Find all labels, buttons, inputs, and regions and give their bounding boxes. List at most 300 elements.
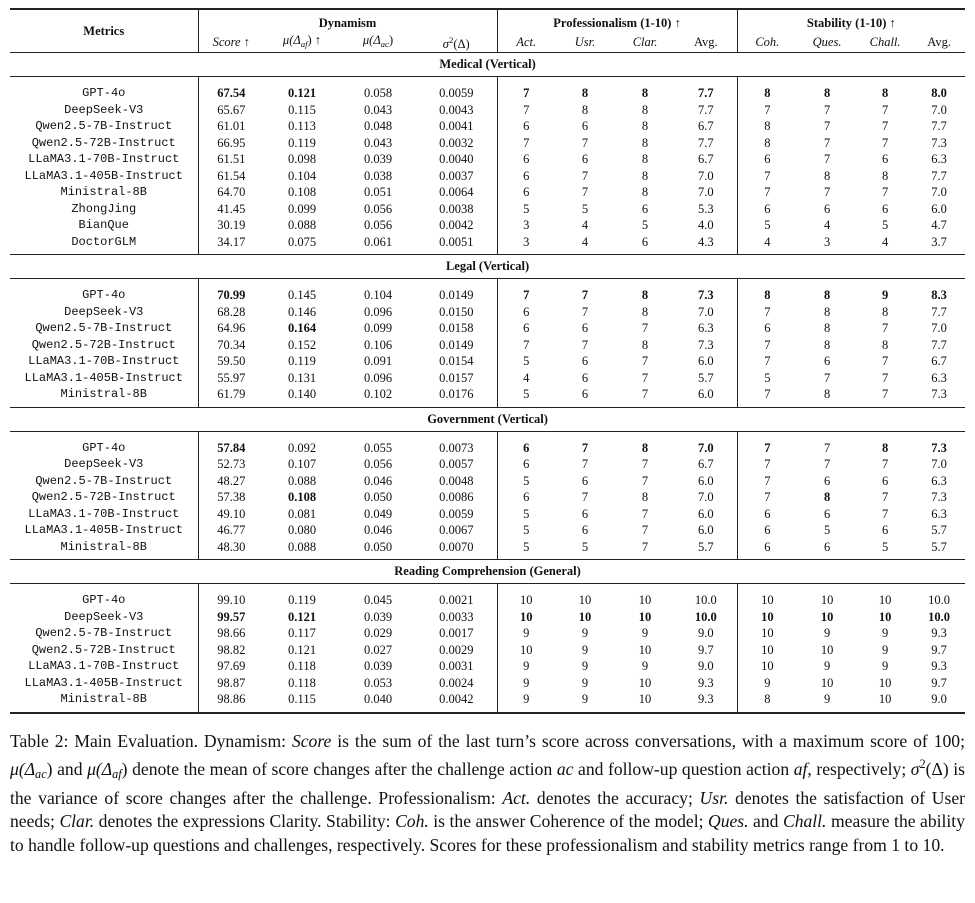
cell-variance: 0.0070 — [439, 539, 474, 554]
cell-score: 67.54 — [198, 85, 264, 102]
cell-ques: 10 — [820, 642, 834, 657]
cell-clar: 10 — [638, 593, 652, 608]
cell-mu-ac: 0.051 — [363, 185, 393, 200]
cell-mu-af: 0.107 — [287, 457, 317, 472]
cell-coh: 5 — [737, 370, 797, 387]
cell-coh: 6 — [737, 506, 797, 523]
cell-chall: 7 — [881, 135, 889, 150]
cell-coh: 10 — [737, 658, 797, 675]
cell-stab-avg: 3.7 — [931, 234, 947, 249]
cell-ques: 10 — [820, 675, 834, 690]
cell-model: Ministral-8B — [60, 387, 147, 402]
cell-prof-avg: 9.7 — [697, 642, 714, 657]
cell-usr: 6 — [581, 321, 589, 336]
cell-prof-avg: 7.7 — [697, 86, 714, 101]
cell-clar: 8 — [641, 152, 649, 167]
cell-ques: 5 — [823, 523, 831, 538]
cell-act: 7 — [497, 135, 555, 152]
cell-coh: 7 — [737, 168, 797, 185]
cell-score: 48.27 — [198, 473, 264, 490]
cell-variance: 0.0064 — [439, 185, 474, 200]
cell-stab-avg: 9.3 — [931, 626, 947, 641]
cell-coh: 9 — [737, 675, 797, 692]
cell-chall: 10 — [878, 593, 892, 608]
table-row — [10, 135, 965, 152]
cell-model: DeepSeek-V3 — [64, 304, 144, 319]
cell-mu-af: 0.118 — [288, 659, 316, 674]
cell-mu-ac: 0.049 — [363, 506, 393, 521]
cell-mu-af: 0.119 — [288, 135, 316, 150]
cell-mu-af: 0.121 — [287, 642, 317, 657]
cell-ques: 7 — [823, 457, 831, 472]
cell-clar: 9 — [641, 659, 649, 674]
cell-mu-ac: 0.027 — [363, 642, 393, 657]
cell-model: Qwen2.5-72B-Instruct — [31, 642, 176, 657]
cell-stab-avg: 7.0 — [931, 185, 947, 200]
cell-prof-avg: 6.7 — [697, 152, 714, 167]
cell-clar: 8 — [641, 135, 649, 150]
cell-chall: 10 — [878, 609, 892, 624]
cell-variance: 0.0042 — [439, 692, 474, 707]
cell-mu-ac: 0.091 — [363, 354, 393, 369]
cell-usr: 10 — [578, 609, 592, 624]
cell-score: 68.28 — [198, 304, 264, 321]
cell-act: 7 — [497, 337, 555, 354]
cell-model: GPT-4o — [82, 593, 126, 608]
col-coh: Coh. — [737, 32, 797, 53]
cell-score: 52.73 — [198, 456, 264, 473]
cell-mu-ac: 0.096 — [363, 304, 393, 319]
cell-variance: 0.0041 — [439, 119, 474, 134]
cell-usr: 7 — [581, 135, 589, 150]
cell-prof-avg: 7.3 — [697, 337, 714, 352]
cell-ques: 6 — [823, 354, 831, 369]
cell-mu-af: 0.115 — [288, 102, 316, 117]
cell-ques: 7 — [823, 440, 831, 455]
cell-coh: 6 — [737, 201, 797, 218]
cell-model: LLaMA3.1-70B-Instruct — [28, 152, 180, 167]
section-title: Government (Vertical) — [10, 407, 965, 431]
cell-prof-avg: 7.0 — [697, 304, 714, 319]
cell-ques: 9 — [823, 692, 831, 707]
table-caption: Table 2: Main Evaluation. Dynamism: Score is the sum of the last turn’s score across conversations, with a maximum score of 100; μ(Δac) and μ(Δaf) denote the mean of score changes after the challenge action ac and follow-up question action af, respectively; $\sigma^2(\Delta)$ is the variance of score changes after the challenge. Professionalism: Act. denotes the accuracy; Usr. denotes the satisfaction of User needs; Clar. denotes the expressions Clarity. Stability: Coh. is the answer Coherence of the model; Ques. and Chall. measure the ability to handle follow-up questions and challenges, respectively. Scores for these professionalism and stability metrics range from 1 to 10. — [10, 730, 966, 855]
cell-mu-af: 0.121 — [287, 86, 317, 101]
cell-chall: 6 — [881, 523, 889, 538]
table-row — [10, 102, 965, 119]
cell-mu-af: 0.119 — [288, 354, 316, 369]
cell-prof-avg: 5.7 — [697, 370, 714, 385]
cell-model: Qwen2.5-7B-Instruct — [35, 321, 173, 336]
cell-mu-af: 0.119 — [288, 593, 316, 608]
cell-clar: 10 — [638, 692, 652, 707]
cell-chall: 8 — [881, 304, 889, 319]
cell-mu-ac: 0.053 — [363, 675, 393, 690]
cell-chall: 6 — [881, 152, 889, 167]
cell-act: 6 — [497, 304, 555, 321]
cell-prof-avg: 4.0 — [697, 218, 714, 233]
cell-mu-ac: 0.058 — [363, 86, 393, 101]
cell-stab-avg: 10.0 — [928, 609, 951, 624]
cell-act: 5 — [497, 201, 555, 218]
cell-chall: 7 — [881, 370, 889, 385]
cell-usr: 8 — [581, 102, 589, 117]
cell-prof-avg: 7.7 — [697, 102, 714, 117]
cell-coh: 8 — [737, 85, 797, 102]
cell-variance: 0.0031 — [439, 659, 474, 674]
cell-variance: 0.0024 — [439, 675, 474, 690]
cell-model: LLaMA3.1-70B-Instruct — [28, 506, 180, 521]
cell-coh: 7 — [737, 353, 797, 370]
cell-score: 57.38 — [198, 489, 264, 506]
table-row — [10, 592, 965, 609]
cell-variance: 0.0029 — [439, 642, 474, 657]
cell-usr: 8 — [581, 86, 589, 101]
cell-mu-ac: 0.045 — [363, 593, 393, 608]
cell-mu-af: 0.092 — [287, 440, 317, 455]
col-usr: Usr. — [574, 34, 596, 49]
cell-variance: 0.0051 — [439, 234, 474, 249]
cell-model: GPT-4o — [82, 440, 126, 455]
cell-prof-avg: 6.0 — [697, 473, 714, 488]
cell-coh: 7 — [737, 440, 797, 457]
cell-chall: 7 — [881, 185, 889, 200]
cell-act: 7 — [497, 85, 555, 102]
cell-usr: 10 — [578, 593, 592, 608]
cell-clar: 10 — [638, 675, 652, 690]
table-row — [10, 287, 965, 304]
cell-score: 98.66 — [198, 625, 264, 642]
table-row — [10, 118, 965, 135]
cell-ques: 8 — [823, 86, 831, 101]
cell-score: 64.96 — [198, 320, 264, 337]
cell-mu-af: 0.088 — [287, 539, 317, 554]
cell-stab-avg: 9.0 — [931, 692, 947, 707]
cell-clar: 8 — [641, 119, 649, 134]
cell-clar: 8 — [641, 102, 649, 117]
cell-mu-ac: 0.043 — [363, 135, 393, 150]
cell-coh: 7 — [737, 102, 797, 119]
cell-coh: 6 — [737, 522, 797, 539]
cell-score: 57.84 — [198, 440, 264, 457]
cell-prof-avg: 7.3 — [697, 288, 714, 303]
cell-act: 6 — [497, 440, 555, 457]
cell-prof-avg: 9.0 — [697, 659, 714, 674]
cell-mu-ac: 0.046 — [363, 523, 393, 538]
cell-chall: 7 — [881, 457, 889, 472]
cell-model: Qwen2.5-7B-Instruct — [35, 119, 173, 134]
cell-stab-avg: 7.7 — [931, 337, 947, 352]
cell-prof-avg: 9.3 — [697, 692, 714, 707]
cell-stab-avg: 6.3 — [931, 473, 947, 488]
table-row — [10, 522, 965, 539]
cell-act: 10 — [497, 642, 555, 659]
cell-ques: 6 — [823, 473, 831, 488]
cell-ques: 7 — [823, 370, 831, 385]
cell-act: 6 — [497, 489, 555, 506]
table-row — [10, 370, 965, 387]
cell-score: 49.10 — [198, 506, 264, 523]
cell-act: 9 — [497, 658, 555, 675]
cell-stab-avg: 7.7 — [931, 168, 947, 183]
stability-header: Stability (1-10) ↑ — [737, 9, 965, 32]
cell-variance: 0.0048 — [439, 473, 474, 488]
cell-stab-avg: 7.0 — [931, 321, 947, 336]
cell-mu-af: 0.118 — [288, 675, 316, 690]
cell-act: 5 — [497, 353, 555, 370]
cell-variance: 0.0037 — [439, 168, 474, 183]
cell-act: 7 — [497, 287, 555, 304]
cell-stab-avg: 8.3 — [931, 288, 947, 303]
cell-act: 5 — [497, 539, 555, 556]
cell-usr: 7 — [581, 440, 589, 455]
cell-chall: 7 — [881, 354, 889, 369]
cell-mu-af: 0.098 — [287, 152, 317, 167]
cell-ques: 8 — [823, 304, 831, 319]
cell-usr: 7 — [581, 337, 589, 352]
cell-score: 61.01 — [198, 118, 264, 135]
cell-model: GPT-4o — [82, 86, 126, 101]
cell-chall: 7 — [881, 490, 889, 505]
cell-chall: 8 — [881, 337, 889, 352]
cell-coh: 8 — [737, 287, 797, 304]
cell-clar: 8 — [641, 288, 649, 303]
col-chall: Chall. — [869, 34, 901, 49]
section-title: Reading Comprehension (General) — [10, 560, 965, 584]
cell-mu-ac: 0.104 — [363, 288, 393, 303]
cell-prof-avg: 10.0 — [694, 593, 717, 608]
cell-mu-ac: 0.061 — [363, 234, 393, 249]
cell-mu-ac: 0.046 — [363, 473, 393, 488]
cell-model: DeepSeek-V3 — [64, 609, 144, 624]
cell-model: GPT-4o — [82, 288, 126, 303]
cell-coh: 7 — [737, 489, 797, 506]
section-title: Legal (Vertical) — [10, 255, 965, 279]
cell-prof-avg: 4.3 — [697, 234, 714, 249]
cell-ques: 6 — [823, 539, 831, 554]
cell-mu-af: 0.146 — [287, 304, 317, 319]
cell-mu-af: 0.080 — [287, 523, 317, 538]
cell-clar: 9 — [641, 626, 649, 641]
cell-coh: 7 — [737, 304, 797, 321]
cell-variance: 0.0158 — [439, 321, 474, 336]
cell-usr: 7 — [581, 304, 589, 319]
cell-stab-avg: 7.3 — [931, 135, 947, 150]
table-row — [10, 625, 965, 642]
cell-variance: 0.0176 — [439, 387, 474, 402]
cell-mu-ac: 0.102 — [363, 387, 393, 402]
cell-mu-ac: 0.040 — [363, 692, 393, 707]
cell-stab-avg: 8.0 — [931, 86, 947, 101]
cell-mu-ac: 0.056 — [363, 201, 393, 216]
cell-chall: 7 — [881, 387, 889, 402]
cell-model: DoctorGLM — [71, 234, 137, 249]
cell-act: 9 — [497, 675, 555, 692]
cell-stab-avg: 4.7 — [931, 218, 947, 233]
cell-coh: 8 — [737, 118, 797, 135]
paper-page — [10, 8, 965, 857]
cell-mu-ac: 0.050 — [363, 539, 393, 554]
cell-ques: 10 — [820, 609, 834, 624]
cell-stab-avg: 7.3 — [931, 440, 947, 455]
cell-clar: 7 — [641, 321, 649, 336]
cell-clar: 6 — [641, 234, 649, 249]
table-row — [10, 184, 965, 201]
cell-act: 6 — [497, 118, 555, 135]
cell-score: 98.82 — [198, 642, 264, 659]
cell-usr: 7 — [581, 185, 589, 200]
cell-coh: 7 — [737, 337, 797, 354]
cell-variance: 0.0017 — [439, 626, 474, 641]
table-row — [10, 506, 965, 523]
cell-variance: 0.0149 — [439, 337, 474, 352]
cell-usr: 9 — [581, 659, 589, 674]
cell-clar: 7 — [641, 523, 649, 538]
cell-ques: 8 — [823, 490, 831, 505]
cell-ques: 8 — [823, 321, 831, 336]
cell-stab-avg: 10.0 — [928, 593, 951, 608]
cell-coh: 7 — [737, 184, 797, 201]
cell-usr: 7 — [581, 457, 589, 472]
cell-act: 9 — [497, 625, 555, 642]
cell-clar: 6 — [641, 201, 649, 216]
cell-variance: 0.0021 — [439, 593, 474, 608]
cell-clar: 10 — [638, 609, 652, 624]
cell-coh: 8 — [737, 135, 797, 152]
cell-model: LLaMA3.1-70B-Instruct — [28, 354, 180, 369]
cell-score: 65.67 — [198, 102, 264, 119]
cell-model: Qwen2.5-7B-Instruct — [35, 626, 173, 641]
cell-model: LLaMA3.1-70B-Instruct — [28, 659, 180, 674]
cell-usr: 7 — [581, 168, 589, 183]
cell-ques: 3 — [823, 234, 831, 249]
cell-chall: 7 — [881, 506, 889, 521]
cell-stab-avg: 6.3 — [931, 370, 947, 385]
cell-stab-avg: 9.7 — [931, 642, 947, 657]
cell-mu-af: 0.113 — [288, 119, 316, 134]
cell-act: 4 — [497, 370, 555, 387]
cell-clar: 8 — [641, 440, 649, 455]
cell-clar: 7 — [641, 539, 649, 554]
cell-prof-avg: 6.0 — [697, 523, 714, 538]
cell-chall: 5 — [881, 539, 889, 554]
cell-act: 6 — [497, 168, 555, 185]
cell-chall: 6 — [881, 201, 889, 216]
cell-prof-avg: 6.3 — [697, 321, 714, 336]
cell-usr: 6 — [581, 370, 589, 385]
table-row — [10, 320, 965, 337]
cell-coh: 5 — [737, 217, 797, 234]
cell-usr: 7 — [581, 490, 589, 505]
cell-act: 5 — [497, 386, 555, 403]
cell-coh: 6 — [737, 151, 797, 168]
cell-coh: 7 — [737, 473, 797, 490]
cell-clar: 5 — [641, 218, 649, 233]
cell-chall: 8 — [881, 168, 889, 183]
cell-usr: 9 — [581, 692, 589, 707]
cell-variance: 0.0157 — [439, 370, 474, 385]
cell-prof-avg: 6.7 — [697, 457, 714, 472]
table-row — [10, 642, 965, 659]
table-row — [10, 85, 965, 102]
cell-variance: 0.0042 — [439, 218, 474, 233]
cell-act: 6 — [497, 151, 555, 168]
cell-mu-af: 0.081 — [287, 506, 317, 521]
cell-score: 61.79 — [198, 386, 264, 403]
cell-act: 6 — [497, 456, 555, 473]
table-row — [10, 539, 965, 556]
cell-clar: 8 — [641, 86, 649, 101]
cell-variance: 0.0073 — [439, 440, 474, 455]
cell-act: 5 — [497, 522, 555, 539]
cell-usr: 6 — [581, 506, 589, 521]
cell-mu-ac: 0.039 — [363, 609, 393, 624]
cell-mu-af: 0.099 — [287, 201, 317, 216]
table-row — [10, 304, 965, 321]
cell-chall: 10 — [878, 675, 892, 690]
cell-ques: 7 — [823, 152, 831, 167]
cell-chall: 9 — [881, 659, 889, 674]
cell-ques: 7 — [823, 119, 831, 134]
cell-coh: 6 — [737, 320, 797, 337]
cell-score: 64.70 — [198, 184, 264, 201]
table-row — [10, 609, 965, 626]
cell-score: 70.99 — [198, 287, 264, 304]
table-row — [10, 151, 965, 168]
cell-act: 5 — [497, 473, 555, 490]
cell-stab-avg: 9.3 — [931, 659, 947, 674]
cell-chall: 5 — [881, 218, 889, 233]
cell-clar: 8 — [641, 490, 649, 505]
cell-model: Qwen2.5-72B-Instruct — [31, 337, 176, 352]
cell-score: 59.50 — [198, 353, 264, 370]
cell-ques: 7 — [823, 185, 831, 200]
cell-ques: 10 — [820, 593, 834, 608]
cell-mu-ac: 0.056 — [363, 218, 393, 233]
cell-usr: 9 — [581, 675, 589, 690]
cell-model: Ministral-8B — [60, 185, 147, 200]
cell-variance: 0.0059 — [439, 506, 474, 521]
cell-act: 9 — [497, 691, 555, 708]
cell-coh: 10 — [737, 592, 797, 609]
col-variance: $\sigma^2(\Delta)$ — [442, 34, 470, 51]
cell-act: 7 — [497, 102, 555, 119]
cell-stab-avg: 9.7 — [931, 675, 947, 690]
cell-usr: 6 — [581, 387, 589, 402]
cell-chall: 10 — [878, 692, 892, 707]
cell-score: 48.30 — [198, 539, 264, 556]
cell-coh: 7 — [737, 456, 797, 473]
cell-coh: 4 — [737, 234, 797, 251]
cell-prof-avg: 9.3 — [697, 675, 714, 690]
results-table — [10, 8, 965, 714]
cell-stab-avg: 7.3 — [931, 387, 947, 402]
cell-mu-ac: 0.039 — [363, 659, 393, 674]
cell-mu-ac: 0.106 — [363, 337, 393, 352]
cell-chall: 9 — [881, 642, 889, 657]
cell-coh: 10 — [737, 609, 797, 626]
cell-mu-af: 0.117 — [288, 626, 316, 641]
cell-variance: 0.0149 — [439, 288, 474, 303]
cell-mu-af: 0.108 — [287, 185, 317, 200]
cell-ques: 6 — [823, 506, 831, 521]
cell-act: 6 — [497, 184, 555, 201]
cell-variance: 0.0059 — [439, 86, 474, 101]
table-row — [10, 440, 965, 457]
cell-clar: 7 — [641, 506, 649, 521]
cell-score: 61.51 — [198, 151, 264, 168]
cell-mu-af: 0.088 — [287, 218, 317, 233]
cell-clar: 8 — [641, 304, 649, 319]
